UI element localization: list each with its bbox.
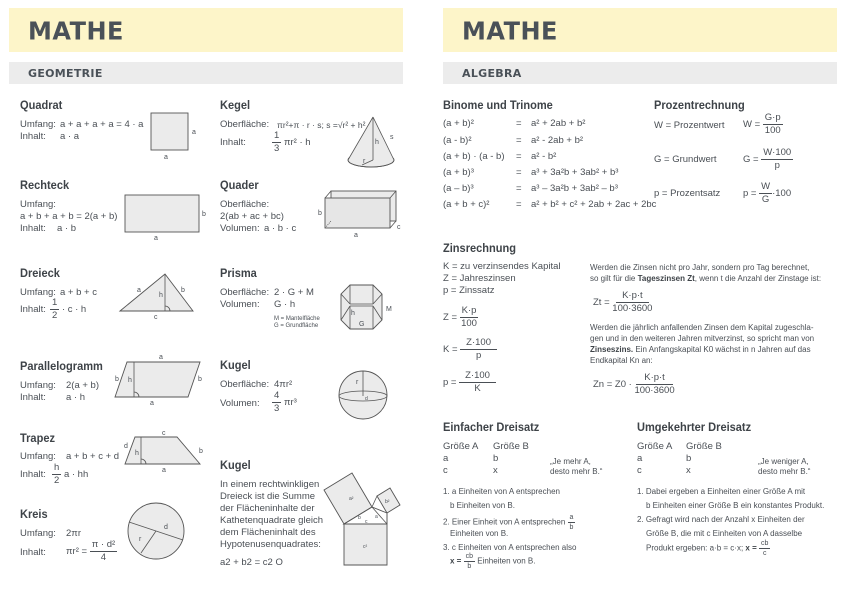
einfach-step-3: 3. c Einheiten von A entsprechen also (443, 543, 577, 552)
section-title: ALGEBRA (462, 67, 522, 80)
pythagoras-formula: a2 + b2 = c2 O (220, 557, 283, 568)
prozent-def-w: W = Prozentwert (654, 120, 725, 131)
svg-text:M: M (386, 306, 392, 313)
pythagoras-diagram (322, 470, 407, 570)
svg-text:c²: c² (363, 544, 368, 550)
svg-text:a: a (159, 354, 163, 361)
svg-text:b²: b² (385, 499, 390, 505)
trapez-umfang: a + b + c + d (66, 451, 120, 462)
prozent-def-g: G = Grundwert (654, 154, 717, 165)
svg-text:a: a (150, 400, 154, 407)
umgekehrt-step-1: 1. Dabei ergeben a Einheiten einer Größe A mit (637, 487, 806, 496)
einfach-r2a: c (443, 465, 448, 476)
umgekehrt-col-b: Größe B (686, 441, 722, 452)
trapez-inhalt-label: Inhalt: (20, 469, 46, 480)
svg-text:r: r (139, 536, 142, 543)
einfach-col-a: Größe A (443, 441, 479, 452)
zinseszins-text-3: Zinseszins. Ein Anfangskapital K0 wächst in n Jahren auf das (590, 345, 811, 354)
pythagoras-text-4: Kathetenquadrate gleich (220, 515, 323, 526)
title-banner (9, 8, 403, 52)
prozent-formula-p: p = $\frac{W}{G}$ ·100 (743, 181, 792, 205)
svg-text:b: b (199, 448, 203, 455)
svg-text:c: c (162, 430, 166, 437)
parallelogramm-inhalt: a · h (66, 392, 86, 403)
parallelogramm-inhalt-label: Inhalt: (20, 392, 46, 403)
quadrat-inhalt-label: Inhalt: (20, 131, 46, 142)
prisma-note-g: G = Grundfläche (274, 323, 319, 329)
dreieck-inhalt: $\frac{1}{2}$ · c · h (52, 297, 87, 321)
dreieck-inhalt-label: Inhalt: (20, 304, 46, 315)
svg-text:c: c (365, 519, 368, 525)
zinseszins-formula: Zn = Z0 · $\frac{K\cdot p\cdot t}{100\cdot 3600}$ (593, 372, 675, 396)
umgekehrt-heading: Umgekehrter Dreisatz (637, 420, 752, 434)
zins-formula-k: K = $\frac{Z\cdot 100}{p}$ (443, 338, 497, 361)
svg-text:c: c (397, 224, 401, 231)
pythagoras-text-1: In einem rechtwinkligen (220, 479, 320, 490)
svg-text:a: a (154, 235, 158, 242)
umgekehrt-step-2b: Größe B, die mit c Einheiten von A dasselbe (646, 529, 803, 538)
svg-text:c: c (154, 314, 158, 321)
svg-text:h: h (351, 310, 355, 317)
prisma-note-m: M = Mantelfläche (274, 316, 320, 322)
svg-text:s: s (390, 134, 394, 141)
section-header (443, 62, 837, 84)
svg-text:h: h (159, 292, 163, 299)
kugel-volumen: $\frac{4}{3}$ πr³ (274, 390, 297, 414)
prisma-oberflaeche-label: Oberfläche: (220, 287, 270, 298)
svg-text:b: b (318, 210, 322, 217)
pythagoras-text-3: der Flächeninhalte der (220, 503, 315, 514)
einfach-step-1: 1. a Einheiten von A entsprechen (443, 487, 560, 496)
svg-text:r: r (356, 379, 359, 386)
umgekehrt-col-a: Größe A (637, 441, 673, 452)
umgekehrt-r1b: b (686, 453, 692, 464)
binome-heading: Binome und Trinome (443, 98, 553, 112)
zins-def-z: Z = Jahreszinsen (443, 273, 516, 284)
svg-text:a²: a² (349, 496, 354, 502)
rectangle-diagram (124, 194, 209, 244)
trapez-heading: Trapez (20, 431, 55, 445)
rechteck-heading: Rechteck (20, 178, 70, 192)
quadrat-umfang-label: Umfang: (20, 119, 56, 130)
parallelogram-diagram (112, 352, 212, 412)
rechteck-inhalt: a · b (57, 223, 77, 234)
umgekehrt-step-2: 2. Gefragt wird nach der Anzahl x Einheiten der (637, 515, 805, 524)
kegel-inhalt: $\frac{1}{3}$ πr² · h (274, 130, 311, 154)
einfach-step-3b: x = $\frac{cb}{b}$ Einheiten von B. (450, 553, 536, 570)
svg-text:a: a (354, 232, 358, 239)
umgekehrt-step-1b: b Einheiten einer Größe B ein konstantes Produkt. (646, 501, 825, 510)
rechteck-umfang-label: Umfang: (20, 199, 56, 210)
einfach-step-2b: Einheiten von B. (450, 529, 509, 538)
pythagoras-text-2: Dreieck ist die Summe (220, 491, 316, 502)
tageszins-text-1: Werden die Zinsen nicht pro Jahr, sondern pro Tag berechnet, (590, 263, 810, 272)
einfach-quote-1: „Je mehr A, (550, 457, 591, 466)
svg-text:a: a (137, 287, 141, 294)
trapezoid-diagram (122, 428, 207, 478)
parallelogramm-umfang-label: Umfang: (20, 380, 56, 391)
circle-diagram (127, 502, 187, 562)
prisma-volumen: G · h (274, 299, 296, 310)
trapez-umfang-label: Umfang: (20, 451, 56, 462)
kreis-heading: Kreis (20, 507, 48, 521)
rechteck-inhalt-label: Inhalt: (20, 223, 46, 234)
zinseszins-text-2: gen und in den weiteren Jahren mitverzinst, so spricht man von (590, 334, 815, 343)
triangle-diagram (118, 272, 198, 322)
umgekehrt-quote-1: „Je weniger A, (758, 457, 809, 466)
kugel-oberflaeche-label: Oberfläche: (220, 379, 270, 390)
svg-text:a: a (375, 514, 378, 520)
zinseszins-text-1: Werden die jährlich anfallenden Zinsen dem Kapital zugeschla- (590, 323, 814, 332)
quader-heading: Quader (220, 178, 259, 192)
umgekehrt-quote-2: desto mehr B.“ (758, 467, 811, 476)
kreis-inhalt: πr² = $\frac{\text{π · d²}}{4}$ (66, 539, 116, 563)
kegel-oberflaeche-label: Oberfläche: (220, 119, 270, 130)
dreieck-heading: Dreieck (20, 266, 60, 280)
quadrat-umfang: a + a + a + a = 4 · a (60, 119, 144, 130)
svg-text:b: b (115, 376, 119, 383)
parallelogramm-heading: Parallelogramm (20, 359, 103, 373)
svg-text:b: b (358, 515, 361, 521)
umgekehrt-r1a: a (637, 453, 643, 464)
svg-text:b: b (202, 211, 206, 218)
sphere-diagram (338, 370, 393, 422)
zins-formula-z: Z = $\frac{K\cdot p}{100}$ (443, 305, 477, 329)
dreieck-umfang: a + b + c (60, 287, 97, 298)
prozent-def-p: p = Prozentsatz (654, 188, 721, 199)
kegel-heading: Kegel (220, 98, 251, 112)
parallelogramm-umfang: 2(a + b) (66, 380, 100, 391)
einfach-col-b: Größe B (493, 441, 529, 452)
svg-text:d: d (164, 524, 168, 531)
svg-text:d: d (124, 443, 128, 450)
quader-oberflaeche: 2(ab + ac + bc) (220, 211, 284, 222)
zins-heading: Zinsrechnung (443, 241, 516, 255)
title-banner (443, 8, 837, 52)
kegel-oberflaeche: πr²+π · r · s; s =√r² + h² (277, 120, 366, 130)
kegel-inhalt-label: Inhalt: (220, 137, 246, 148)
kreis-inhalt-label: Inhalt: (20, 547, 46, 558)
svg-text:h: h (375, 139, 379, 146)
algebra-page (425, 0, 850, 601)
prozent-heading: Prozentrechnung (654, 98, 745, 112)
section-header (9, 62, 403, 84)
page-title: MATHE (462, 16, 558, 46)
einfach-step-2: 2. Einer Einheit von A entsprechen $\frac{a}{b}$ (443, 514, 574, 531)
prozent-formula-g: G = $\frac{W\cdot 100}{p}$ (743, 147, 792, 171)
svg-text:d: d (365, 396, 368, 402)
pythagoras-heading: Kugel (220, 458, 251, 472)
umgekehrt-r2b: x (686, 465, 691, 476)
quader-volumen: a · b · c (264, 223, 297, 234)
rechteck-umfang: a + b + a + b = 2(a + b) (20, 211, 118, 222)
binome-table: (a + b)² = a² + 2ab + b² (a - b)² = a² - 2ab + b² (a + b) · (a - b) = a² - b² (a + b)³ = a³ + 3a²b + 3ab² + b³ (a – b)³ = a³ – 3a²b + 3ab² – b³ (a + b + c)² = a² + b² + c² + 2ab + 2ac + 2bc (443, 118, 657, 210)
svg-text:r: r (363, 158, 366, 165)
zins-def-p: p = Zinssatz (443, 285, 495, 296)
prism-diagram (340, 284, 405, 334)
prisma-volumen-label: Volumen: (220, 299, 260, 310)
tageszins-text-2: so gilt für die Tageszinsen Zt, wenn t die Anzahl der Zinstage ist: (590, 274, 822, 283)
umgekehrt-r2a: c (637, 465, 642, 476)
cone-diagram (348, 117, 408, 172)
tageszins-formula: Zt = $\frac{K\cdot p\cdot t}{100\cdot 3600}$ (593, 290, 653, 314)
einfach-r2b: x (493, 465, 498, 476)
einfach-heading: Einfacher Dreisatz (443, 420, 540, 434)
einfach-step-1b: b Einheiten von B. (450, 501, 515, 510)
quadrat-heading: Quadrat (20, 98, 63, 112)
prisma-heading: Prisma (220, 266, 257, 280)
svg-text:a: a (192, 129, 196, 136)
kugel-heading: Kugel (220, 358, 251, 372)
umgekehrt-step-2c: Produkt ergeben: a·b = c·x; x = $\frac{cb}{c}$ (646, 540, 769, 557)
zinseszins-text-4: Endkapital Kn an: (590, 356, 653, 365)
zins-def-k: K = zu verzinsendes Kapital (443, 261, 561, 272)
kreis-umfang-label: Umfang: (20, 528, 56, 539)
quader-oberflaeche-label: Oberfläche: (220, 199, 270, 210)
pythagoras-text-6: Hypotenusenquadrates: (220, 539, 321, 550)
kugel-oberflaeche: 4πr² (274, 379, 293, 390)
kreis-umfang: 2πr (66, 528, 82, 539)
einfach-r1a: a (443, 453, 449, 464)
svg-text:b: b (181, 287, 185, 294)
prozent-formula-w: W = $\frac{G\cdot p}{100}$ (743, 112, 781, 136)
svg-text:G: G (359, 321, 365, 328)
page-title: MATHE (28, 16, 124, 46)
prisma-oberflaeche: 2 · G + M (274, 287, 314, 298)
svg-text:a: a (164, 154, 168, 161)
trapez-inhalt: $\frac{h}{2}$ a · hh (54, 462, 89, 486)
einfach-r1b: b (493, 453, 499, 464)
dreieck-umfang-label: Umfang: (20, 287, 56, 298)
pythagoras-text-5: dem Flächeninhalt des (220, 527, 316, 538)
svg-text:h: h (128, 377, 132, 384)
einfach-quote-2: desto mehr B.“ (550, 467, 603, 476)
svg-text:b: b (198, 376, 202, 383)
zins-formula-p: p = $\frac{Z\cdot 100}{K}$ (443, 371, 496, 394)
section-title: GEOMETRIE (28, 67, 103, 80)
kugel-volumen-label: Volumen: (220, 398, 260, 409)
svg-text:h: h (135, 450, 139, 457)
square-diagram (150, 112, 200, 162)
quader-volumen-label: Volumen: (220, 223, 260, 234)
svg-text:a: a (162, 467, 166, 474)
quadrat-inhalt: a · a (60, 131, 80, 142)
cuboid-diagram (318, 188, 408, 238)
